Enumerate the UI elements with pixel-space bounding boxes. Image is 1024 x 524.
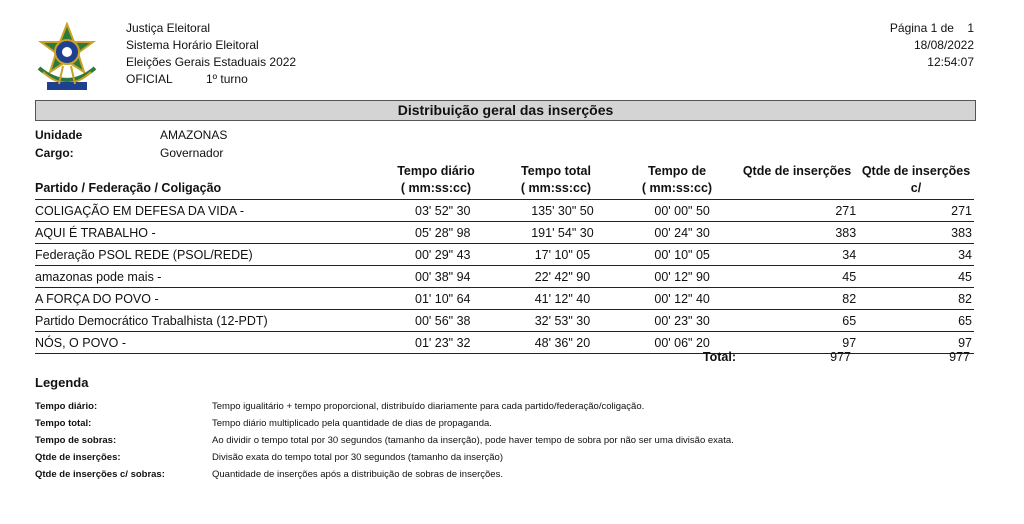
unit-label: Unidade <box>35 128 83 142</box>
org-line-3: Eleições Gerais Estaduais 2022 <box>126 55 297 69</box>
table-row <box>35 310 974 332</box>
leftover-time: 00' 12" 40 <box>631 288 734 310</box>
leftover-time: 00' 12" 90 <box>631 266 734 288</box>
leftover-time: 00' 06" 20 <box>631 332 734 354</box>
org-line-2: Sistema Horário Eleitoral <box>126 38 259 52</box>
qty-insertions-after: 45 <box>858 266 974 288</box>
col-header-leftover-line2: ( mm:ss:cc) <box>641 181 713 195</box>
table-row <box>35 288 974 310</box>
legend-desc: Tempo igualitário + tempo proporcional, distribuído diariamente para cada partido/federação/coligação. <box>212 401 645 412</box>
legend-key: Tempo de sobras: <box>35 435 117 446</box>
table-row <box>35 244 974 266</box>
qty-insertions: 82 <box>734 288 859 310</box>
total-label: Total: <box>702 350 736 364</box>
daily-time: 00' 29" 43 <box>391 244 494 266</box>
leftover-time: 00' 10" 05 <box>631 244 734 266</box>
daily-time: 00' 56" 38 <box>391 310 494 332</box>
qty-insertions: 271 <box>734 200 859 222</box>
legend-key: Qtde de inserções: <box>35 452 121 463</box>
unit-value: AMAZONAS <box>160 128 228 142</box>
legend-desc: Ao dividir o tempo total por 30 segundos (tamanho da inserção), pode haver tempo de sobra por não ser uma divisão exata. <box>212 435 734 446</box>
qty-insertions-after: 34 <box>858 244 974 266</box>
report-title: Distribuição geral das inserções <box>35 100 976 121</box>
qty-insertions: 45 <box>734 266 859 288</box>
page-info <box>890 20 974 71</box>
coat-of-arms-seal <box>33 22 101 96</box>
col-header-daily-line2: ( mm:ss:cc) <box>400 181 472 195</box>
qty-insertions: 65 <box>734 310 859 332</box>
table-row <box>35 266 974 288</box>
qty-insertions-after: 383 <box>858 222 974 244</box>
party-name: NÓS, O POVO - <box>35 332 391 354</box>
qty-insertions: 34 <box>734 244 859 266</box>
daily-time: 05' 28" 98 <box>391 222 494 244</box>
col-header-qty-after-line2: c/ <box>910 181 922 195</box>
party-name: Partido Democrático Trabalhista (12-PDT) <box>35 310 391 332</box>
qty-insertions: 97 <box>734 332 859 354</box>
page-label: Página 1 de <box>889 21 954 35</box>
leftover-time: 00' 00" 50 <box>631 200 734 222</box>
qty-insertions-after: 65 <box>858 310 974 332</box>
report-date: 18/08/2022 <box>913 38 974 52</box>
legend-title: Legenda <box>35 375 89 390</box>
party-name: A FORÇA DO POVO - <box>35 288 391 310</box>
legend-desc: Tempo diário multiplicado pela quantidade de dias de propaganda. <box>212 418 492 429</box>
leftover-time: 00' 24" 30 <box>631 222 734 244</box>
party-name: AQUI É TRABALHO - <box>35 222 391 244</box>
leftover-time: 00' 23" 30 <box>631 310 734 332</box>
insertions-table <box>35 199 974 354</box>
legend-desc: Quantidade de inserções após a distribuição de sobras de inserções. <box>212 469 503 480</box>
col-header-party: Partido / Federação / Coligação <box>35 181 222 195</box>
legend-key: Qtde de inserções c/ sobras: <box>35 469 165 480</box>
qty-insertions-after: 97 <box>858 332 974 354</box>
total-time: 32' 53" 30 <box>494 310 630 332</box>
col-header-qty-after <box>858 163 974 197</box>
total-qty: 977 <box>830 350 851 364</box>
party-name: COLIGAÇÃO EM DEFESA DA VIDA - <box>35 200 391 222</box>
col-header-daily-line1: Tempo diário <box>397 164 475 178</box>
status-text: OFICIAL <box>126 72 173 86</box>
total-time: 41' 12" 40 <box>494 288 630 310</box>
cargo-label: Cargo: <box>35 146 74 160</box>
page-number <box>890 20 974 37</box>
qty-insertions: 383 <box>734 222 859 244</box>
table-row <box>35 222 974 244</box>
col-header-total-line2: ( mm:ss:cc) <box>520 181 592 195</box>
status-row <box>126 71 296 88</box>
daily-time: 01' 10" 64 <box>391 288 494 310</box>
daily-time: 00' 38" 94 <box>391 266 494 288</box>
col-header-total-line1: Tempo total <box>521 164 591 178</box>
col-header-qty-after-line1: Qtde de inserções <box>861 164 971 178</box>
report-time: 12:54:07 <box>927 55 974 69</box>
turn-text: 1º turno <box>206 72 248 86</box>
col-header-total <box>504 163 608 197</box>
total-time: 191' 54" 30 <box>494 222 630 244</box>
col-header-qty: Qtde de inserções <box>742 164 852 178</box>
col-header-leftover-line1: Tempo de <box>647 164 707 178</box>
daily-time: 03' 52" 30 <box>391 200 494 222</box>
cargo-value: Governador <box>160 146 224 160</box>
org-line-1: Justiça Eleitoral <box>126 21 211 35</box>
legend-desc: Divisão exata do tempo total por 30 segundos (tamanho da inserção) <box>212 452 503 463</box>
col-header-daily <box>384 163 488 197</box>
table-row <box>35 200 974 222</box>
col-header-leftover <box>625 163 729 197</box>
party-name: amazonas pode mais - <box>35 266 391 288</box>
page-total: 1 <box>967 21 974 35</box>
qty-insertions-after: 82 <box>858 288 974 310</box>
legend-key: Tempo diário: <box>35 401 98 412</box>
qty-insertions-after: 271 <box>858 200 974 222</box>
party-name: Federação PSOL REDE (PSOL/REDE) <box>35 244 391 266</box>
total-time: 17' 10" 05 <box>494 244 630 266</box>
legend-key: Tempo total: <box>35 418 92 429</box>
total-time: 48' 36" 20 <box>494 332 630 354</box>
total-time: 135' 30" 50 <box>494 200 630 222</box>
total-time: 22' 42" 90 <box>494 266 630 288</box>
daily-time: 01' 23" 32 <box>391 332 494 354</box>
org-header <box>126 20 296 88</box>
total-qty-after: 977 <box>949 350 970 364</box>
